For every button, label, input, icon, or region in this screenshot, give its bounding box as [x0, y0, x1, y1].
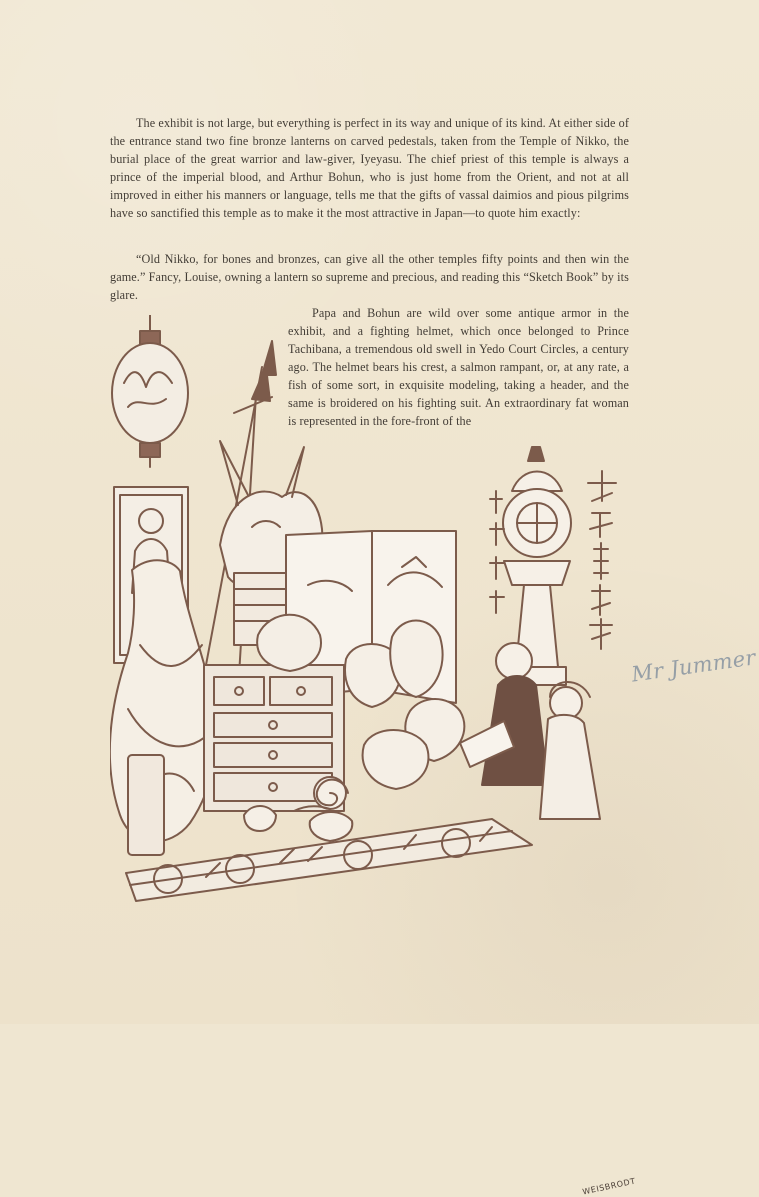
visitors-figures-icon: [460, 643, 600, 819]
paragraph-armor-description: Papa and Bohun are wild over some antique armor in the exhibit, and a fighting helmet, which once belonged to Prince Tachibana, a tremendous old swell in Yedo Court Circles, a century ago. The helmet bears his crest, a salmon rampant, or, at any rate, a fish of some sort, in exquisite modeling, taking a header, and the same is broidered on his fighting suit. An extraordinary fat woman is represented in the fore-front of the: [288, 306, 629, 428]
hanging-lantern-icon: [112, 315, 188, 467]
paragraph-exhibit-description: The exhibit is not large, but everything is perfect in its way and unique of its kind. At either side of the entrance stand two fine bronze lanterns on carved pedestals, taken from the Temple of Nikko, the burial place of the great warrior and law-giver, Iyeyasu. The chief priest of this temple is always a prince of the imperial blood, and Arthur Bohun, who is just home from the Orient, and not at all improved in either his manners or language, tells me that the gifts of vassal daimios and pious pilgrims have so sanctified this temple as to make it the most attractive in Japan—to quote him exactly:: [110, 116, 629, 220]
japanese-exhibit-illustration: [110, 315, 638, 1197]
paragraph-nikko-quote: “Old Nikko, for bones and bronzes, can give all the other temples fifty points and then win the game.” Fancy, Louise, owning a lantern so supreme and precious, and reading this “Sketch Book” by its glare.: [110, 252, 629, 302]
handwritten-margin-note: Mr Jummer: [629, 645, 758, 687]
artist-signature: WEISBRODT: [581, 1176, 637, 1197]
